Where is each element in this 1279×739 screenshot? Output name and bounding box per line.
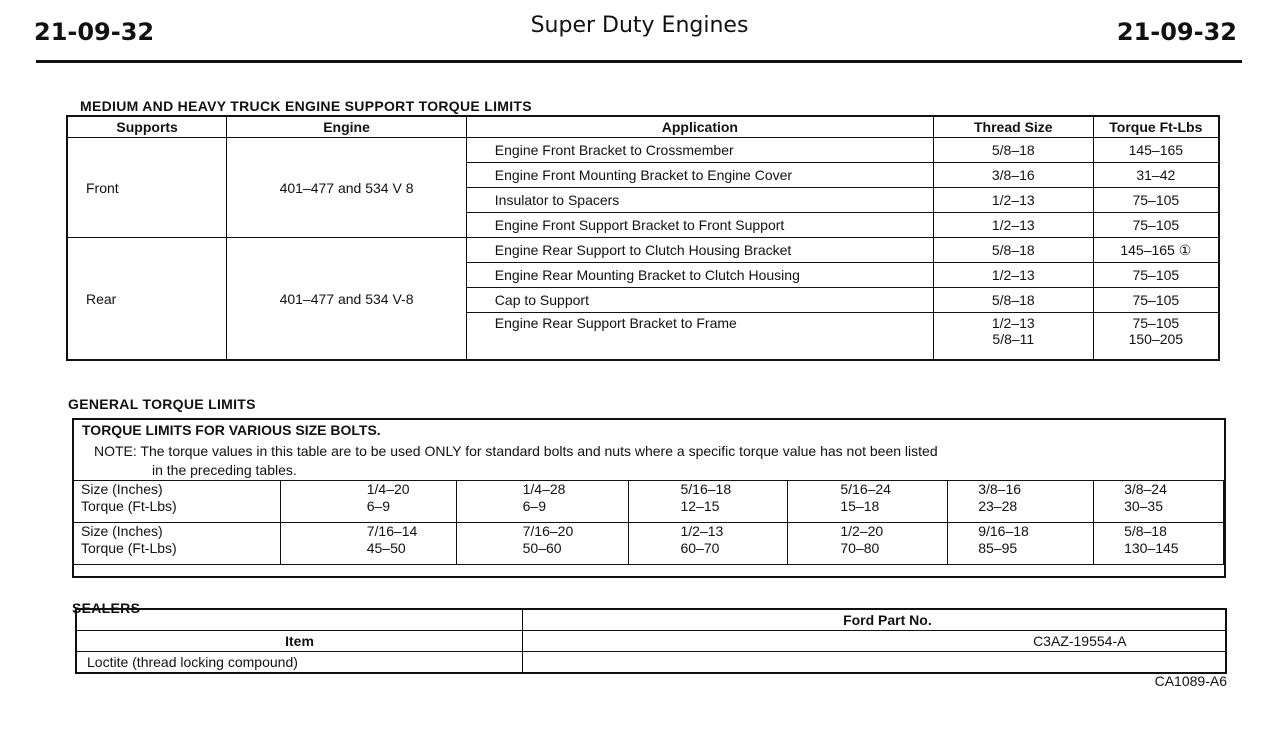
torque-cell: 75–105 xyxy=(1093,188,1219,213)
application-cell: Engine Rear Support to Clutch Housing Bracket xyxy=(466,238,933,263)
thread-size-cell: 3/8–16 xyxy=(933,163,1093,188)
empty-cell xyxy=(76,609,523,631)
bolt-cell xyxy=(1094,481,1224,523)
size-label: Size (Inches) xyxy=(81,523,163,539)
torque-cell: 145–165 xyxy=(1093,138,1219,163)
torque-cell: 75–105 xyxy=(1093,263,1219,288)
general-torque-box xyxy=(72,418,1226,578)
torque-cell xyxy=(1093,313,1219,361)
application-cell: Engine Front Bracket to Crossmember xyxy=(466,138,933,163)
column-header: Thread Size xyxy=(933,116,1093,138)
bolt-size: 3/8–24 xyxy=(1124,481,1167,497)
torque-cell: 31–42 xyxy=(1093,163,1219,188)
column-header: Application xyxy=(466,116,933,138)
torque-label: Torque (Ft-Lbs) xyxy=(81,540,177,556)
table-row xyxy=(67,238,1219,263)
label-cell xyxy=(73,481,281,523)
engine-support-table xyxy=(66,115,1220,361)
sealers-title: SEALERS xyxy=(72,600,141,616)
part-number-cell: C3AZ-19554-A xyxy=(523,631,1226,652)
bolt-size: 5/16–18 xyxy=(680,481,732,497)
torque-value: 150–205 xyxy=(1128,331,1184,347)
bolt-torque: 30–35 xyxy=(1124,498,1163,514)
note-line: in the preceding tables. xyxy=(152,462,297,478)
bolt-size: 3/8–16 xyxy=(978,481,1022,497)
table-header-row xyxy=(67,116,1219,138)
general-torque-title: GENERAL TORQUE LIMITS xyxy=(68,396,256,412)
bolt-cell xyxy=(948,523,1094,565)
bolt-size: 7/16–14 xyxy=(366,523,418,539)
column-header: Supports xyxy=(67,116,227,138)
torque-cell: 145–165 ① xyxy=(1093,238,1219,263)
torque-cell: 75–105 xyxy=(1093,288,1219,313)
bolt-torque: 60–70 xyxy=(680,540,720,556)
torque-label: Torque (Ft-Lbs) xyxy=(81,498,177,514)
thread-size-value: 5/8–11 xyxy=(992,331,1035,347)
figure-code: CA1089-A6 xyxy=(1154,673,1227,689)
bolt-torque: 70–80 xyxy=(840,540,880,556)
table-row xyxy=(73,481,1224,523)
bolt-cell xyxy=(280,523,456,565)
bolt-torque: 85–95 xyxy=(978,540,1018,556)
item-cell: Loctite (thread locking compound) xyxy=(76,652,523,674)
column-header: Engine xyxy=(227,116,467,138)
bolt-size: 5/8–18 xyxy=(1124,523,1167,539)
thread-size-cell: 1/2–13 xyxy=(933,188,1093,213)
bolt-cell xyxy=(788,481,948,523)
bolt-cell xyxy=(280,481,456,523)
bolt-cell xyxy=(456,523,628,565)
bolt-size: 1/4–28 xyxy=(522,481,566,497)
engine-cell: 401–477 and 534 V 8 xyxy=(227,138,467,238)
thread-size-cell: 1/2–13 xyxy=(933,263,1093,288)
bolt-cell xyxy=(1094,523,1224,565)
table-row xyxy=(67,138,1219,163)
table-row xyxy=(76,652,1226,674)
bolt-cell xyxy=(788,523,948,565)
page-number-right: 21-09-32 xyxy=(1116,18,1237,46)
application-cell: Engine Front Mounting Bracket to Engine Cover xyxy=(466,163,933,188)
column-header: Item xyxy=(76,631,523,652)
thread-size-cell: 1/2–13 xyxy=(933,213,1093,238)
bolt-cell xyxy=(948,481,1094,523)
page-number-left: 21-09-32 xyxy=(34,18,155,46)
bolt-torque: 23–28 xyxy=(978,498,1018,514)
thread-size-cell: 5/8–18 xyxy=(933,138,1093,163)
bolt-torque: 6–9 xyxy=(522,498,546,514)
bolt-torque: 12–15 xyxy=(680,498,720,514)
table-row xyxy=(73,523,1224,565)
bolt-cell xyxy=(628,481,788,523)
bolt-size: 5/16–24 xyxy=(840,481,891,497)
general-torque-note xyxy=(94,442,1214,480)
thread-size-cell xyxy=(933,313,1093,361)
note-line: NOTE: The torque values in this table are to be used ONLY for standard bolts and nuts where a specific torque value has not been listed xyxy=(94,443,938,459)
bolt-torque: 45–50 xyxy=(366,540,406,556)
bolt-size: 1/2–13 xyxy=(680,523,724,539)
thread-size-value: 1/2–13 xyxy=(991,315,1035,331)
bolt-cell xyxy=(628,523,788,565)
application-cell: Insulator to Spacers xyxy=(466,188,933,213)
column-header: Torque Ft-Lbs xyxy=(1093,116,1219,138)
label-cell xyxy=(73,523,281,565)
column-header: Ford Part No. xyxy=(523,609,1226,631)
bolt-cell xyxy=(456,481,628,523)
page-title: Super Duty Engines xyxy=(530,13,749,38)
bolt-size: 9/16–18 xyxy=(978,523,1029,539)
thread-size-cell: 5/8–18 xyxy=(933,238,1093,263)
torque-value: 75–105 xyxy=(1132,315,1180,331)
empty-cell xyxy=(523,652,1226,674)
size-label: Size (Inches) xyxy=(81,481,163,497)
bolt-torque: 6–9 xyxy=(366,498,391,514)
bolt-size: 1/2–20 xyxy=(840,523,884,539)
bolt-torque: 50–60 xyxy=(522,540,562,556)
table-row xyxy=(76,609,1226,631)
thread-size-cell: 5/8–18 xyxy=(933,288,1093,313)
torque-cell: 75–105 xyxy=(1093,213,1219,238)
sealers-table xyxy=(75,608,1227,674)
application-cell: Engine Rear Support Bracket to Frame xyxy=(466,313,933,361)
general-torque-subtitle: TORQUE LIMITS FOR VARIOUS SIZE BOLTS. xyxy=(82,422,381,438)
application-cell: Cap to Support xyxy=(466,288,933,313)
bolt-torque: 15–18 xyxy=(840,498,880,514)
application-cell: Engine Front Support Bracket to Front Support xyxy=(466,213,933,238)
support-cell: Rear xyxy=(67,238,227,361)
engine-cell: 401–477 and 534 V-8 xyxy=(227,238,467,361)
header-rule xyxy=(36,60,1242,63)
support-cell: Front xyxy=(67,138,227,238)
bolt-torque-table xyxy=(72,480,1224,565)
table-row xyxy=(76,631,1226,652)
bolt-torque: 130–145 xyxy=(1124,540,1179,556)
bolt-size: 7/16–20 xyxy=(522,523,574,539)
bolt-size: 1/4–20 xyxy=(366,481,410,497)
application-cell: Engine Rear Mounting Bracket to Clutch Housing xyxy=(466,263,933,288)
engine-support-title: MEDIUM AND HEAVY TRUCK ENGINE SUPPORT TORQUE LIMITS xyxy=(80,98,532,114)
